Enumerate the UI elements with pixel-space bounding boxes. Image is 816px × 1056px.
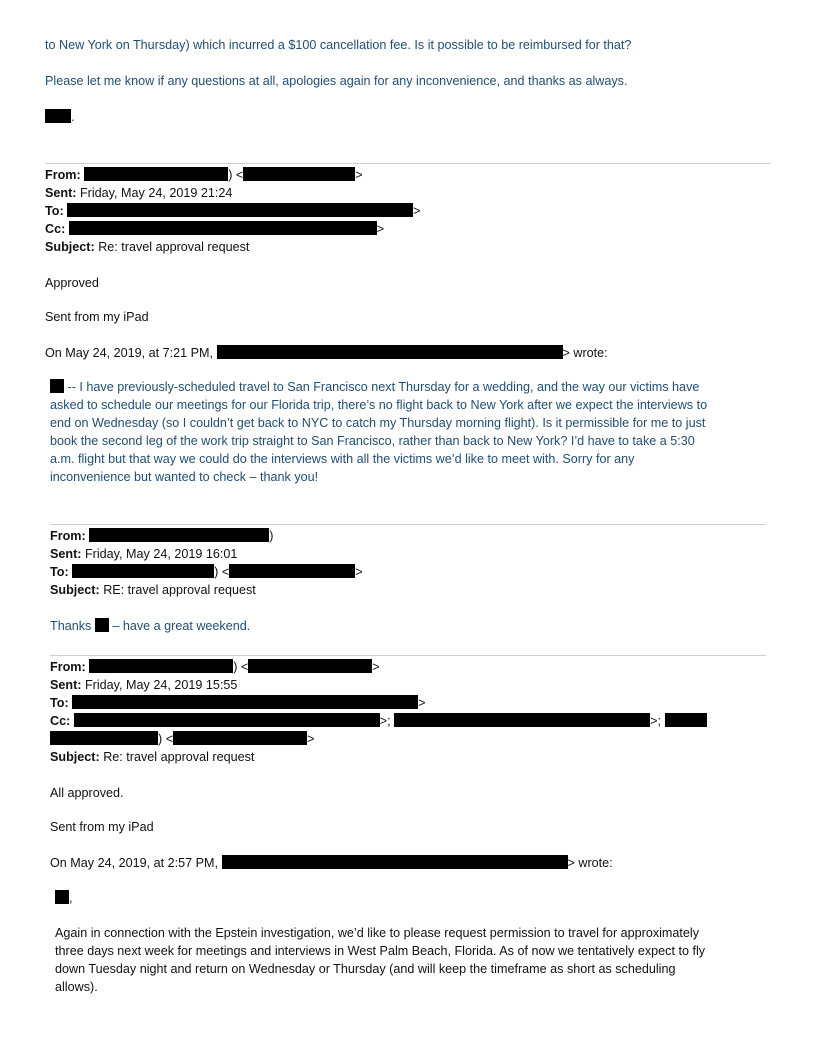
greeting-suffix: , — [69, 891, 73, 905]
punct: > — [372, 660, 380, 674]
to-line — [50, 563, 363, 581]
redaction-bar — [67, 203, 413, 217]
quoted-line: inconvenience but wanted to check – thank you! — [50, 470, 319, 484]
wrote-prefix: On May 24, 2019, at 2:57 PM, — [50, 856, 219, 870]
punct: > — [413, 204, 421, 218]
cc-line — [45, 220, 384, 238]
redaction-bar — [217, 345, 563, 359]
redaction-bar — [173, 731, 307, 745]
wrote-suffix: > wrote: — [562, 346, 608, 360]
cc-label: Cc: — [50, 714, 71, 728]
redaction-bar — [72, 564, 214, 578]
sent-line — [45, 184, 232, 202]
redaction-bar — [665, 713, 707, 727]
redaction-bar — [72, 695, 418, 709]
signature-line: Sent from my iPad — [50, 820, 154, 834]
cc-label: Cc: — [45, 222, 66, 236]
punct: ) — [269, 529, 274, 543]
redaction-bar — [222, 855, 568, 869]
to-line — [45, 202, 421, 220]
body-line: All approved. — [50, 786, 124, 800]
punct: ) < — [158, 732, 174, 746]
subject-line — [45, 238, 249, 256]
sent-value: Friday, May 24, 2019 15:55 — [84, 678, 238, 692]
redaction-bar — [248, 659, 372, 673]
from-label: From: — [45, 168, 81, 182]
sent-label: Sent: — [45, 186, 77, 200]
quoted-line: asked to schedule our meetings for our Florida trip, there’s no flight back to New York after we expect the interviews to — [50, 398, 708, 412]
subject-line — [50, 748, 254, 766]
punct: < — [235, 168, 244, 182]
redaction-bar — [84, 167, 228, 181]
subject-value: Re: travel approval request — [98, 240, 250, 254]
quoted-line — [50, 378, 699, 396]
punct: > — [355, 565, 363, 579]
request-line: down Tuesday night and return on Wednesday or Thursday (and will keep the timeframe as short as scheduling — [55, 962, 676, 976]
from-label: From: — [50, 529, 86, 543]
request-line: allows). — [55, 980, 98, 994]
redaction-bar — [89, 659, 233, 673]
from-line — [45, 166, 363, 184]
redaction-bar — [55, 890, 69, 904]
body-line: Please let me know if any questions at all, apologies again for any inconvenience, and thanks as always. — [45, 74, 628, 88]
to-label: To: — [50, 565, 69, 579]
sent-value: Friday, May 24, 2019 21:24 — [79, 186, 233, 200]
thanks-prefix: Thanks — [50, 619, 92, 633]
from-line — [50, 658, 380, 676]
signature-line: Sent from my iPad — [45, 310, 149, 324]
wrote-line — [50, 854, 613, 872]
request-line: Again in connection with the Epstein investigation, we’d like to please request permission to travel for approximately — [55, 926, 700, 940]
subject-label: Subject: — [45, 240, 95, 254]
signature-suffix: . — [71, 110, 75, 124]
cc-line — [50, 712, 707, 730]
punct: ) < — [233, 660, 249, 674]
redaction-bar — [394, 713, 650, 727]
redaction-bar — [229, 564, 355, 578]
body-line: Approved — [45, 276, 99, 290]
from-line — [50, 527, 273, 545]
redaction-bar — [95, 618, 109, 632]
to-line — [50, 694, 426, 712]
punct: >; — [650, 714, 662, 728]
punct: > — [418, 696, 426, 710]
body-line: to New York on Thursday) which incurred a $100 cancellation fee. Is it possible to be reimbursed for that? — [45, 38, 632, 52]
wrote-suffix: > wrote: — [567, 856, 613, 870]
separator — [50, 655, 766, 656]
signature-line — [45, 108, 75, 126]
body-line — [50, 617, 250, 635]
redaction-bar — [45, 109, 71, 123]
sent-value: Friday, May 24, 2019 16:01 — [84, 547, 238, 561]
wrote-line — [45, 344, 608, 362]
redaction-bar — [74, 713, 380, 727]
punct: > — [376, 222, 385, 236]
redaction-bar — [243, 167, 355, 181]
quoted-line: end on Wednesday (so I couldn’t get back to NYC to catch my Thursday morning flight). Is it permissible for me to just — [50, 416, 706, 430]
punct: ) < — [214, 565, 230, 579]
quoted-line: a.m. flight but that way we could do the interviews with all the victims we’d like to meet with. Sorry for any — [50, 452, 635, 466]
cc-line-continued — [50, 730, 314, 748]
greeting-line — [55, 889, 73, 907]
subject-label: Subject: — [50, 583, 100, 597]
punct: > — [355, 168, 363, 182]
quoted-line: book the second leg of the work trip straight to San Francisco, rather than back to New York? I’d have to take a 5:30 — [50, 434, 695, 448]
redaction-bar — [50, 731, 158, 745]
redaction-bar — [89, 528, 269, 542]
from-label: From: — [50, 660, 86, 674]
subject-value: Re: travel approval request — [103, 750, 255, 764]
to-label: To: — [50, 696, 69, 710]
punct: ) — [228, 168, 233, 182]
sent-line — [50, 545, 237, 563]
thanks-suffix: – have a great weekend. — [112, 619, 251, 633]
subject-label: Subject: — [50, 750, 100, 764]
separator — [45, 163, 771, 164]
quoted-text: -- I have previously-scheduled travel to San Francisco next Thursday for a wedding, and the way our victims have — [67, 380, 700, 394]
punct: >; — [379, 714, 391, 728]
to-label: To: — [45, 204, 64, 218]
redaction-bar — [69, 221, 377, 235]
sent-label: Sent: — [50, 547, 82, 561]
separator — [50, 524, 766, 525]
subject-line — [50, 581, 256, 599]
sent-label: Sent: — [50, 678, 82, 692]
request-line: three days next week for meetings and interviews in West Palm Beach, Florida. As of now we tentatively expect to fly — [55, 944, 706, 958]
punct: > — [307, 732, 315, 746]
redaction-bar — [50, 379, 64, 393]
sent-line — [50, 676, 237, 694]
subject-value: RE: travel approval request — [103, 583, 256, 597]
wrote-prefix: On May 24, 2019, at 7:21 PM, — [45, 346, 214, 360]
